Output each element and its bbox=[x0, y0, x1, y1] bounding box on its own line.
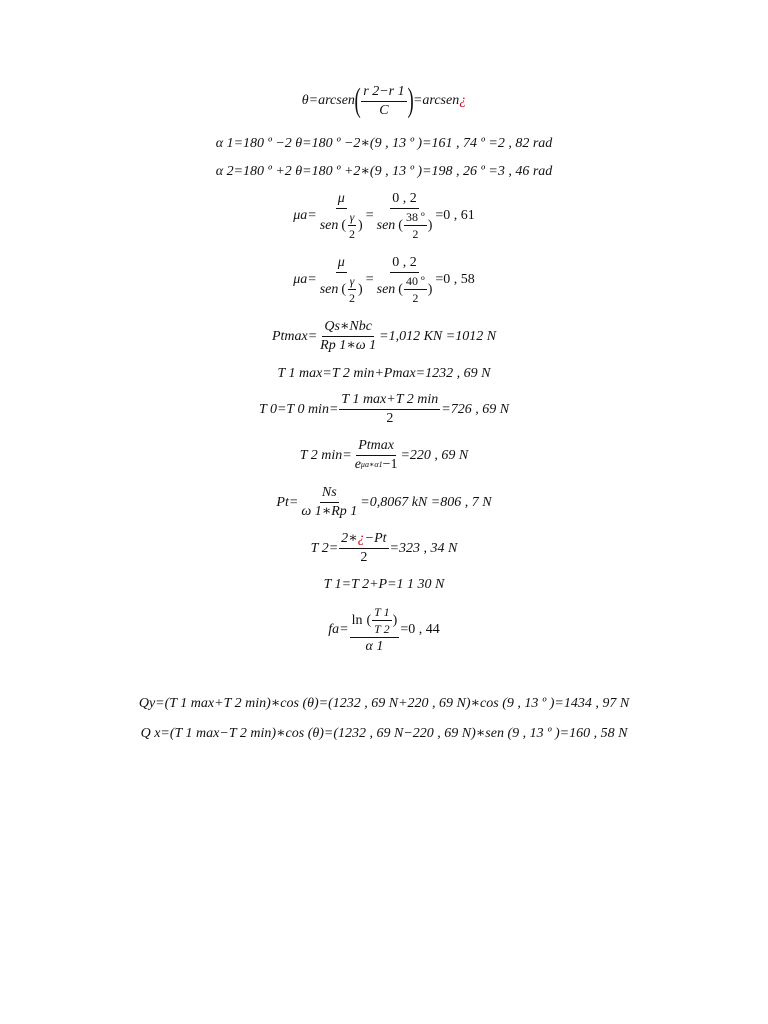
equation-alpha2 bbox=[0, 165, 768, 179]
fa-numerator bbox=[350, 606, 400, 638]
t0-numerator: T 1 max+T 2 min bbox=[339, 393, 440, 410]
alpha2-text: α 2=180 º +2 θ=180 º +2∗(9 , 13 º )=198 , 26 º =3 , 46 rad bbox=[215, 164, 553, 179]
minus-one: −1 bbox=[382, 457, 398, 472]
pt-fraction bbox=[299, 486, 359, 519]
equation-ptmax bbox=[0, 320, 768, 353]
t2-num-a: 2∗ bbox=[341, 531, 358, 546]
gamma-symbol: γ bbox=[349, 274, 355, 288]
ptmax-lhs: Ptmax= bbox=[271, 328, 318, 344]
angle-half bbox=[404, 275, 427, 304]
mua2-fraction-1 bbox=[318, 256, 365, 304]
equation-mua-38 bbox=[0, 192, 768, 240]
ptmax-fraction bbox=[318, 320, 378, 353]
mua2-numerator: μ bbox=[336, 256, 347, 273]
t0-fraction bbox=[339, 393, 440, 426]
t2-denominator: 2 bbox=[360, 550, 368, 565]
mua1-den2 bbox=[375, 209, 435, 240]
t1max-text: T 1 max=T 2 min+Pmax=1232 , 69 N bbox=[277, 366, 491, 381]
t2min-result: =220 , 69 N bbox=[400, 447, 469, 463]
paren-close: ) bbox=[427, 217, 433, 233]
mua1-fraction-1 bbox=[318, 192, 365, 240]
ptmax-denominator: Rp 1∗ω 1 bbox=[320, 338, 377, 353]
paren-close: ) bbox=[358, 217, 363, 233]
t1-over-t2 bbox=[372, 606, 391, 635]
ptmax-numerator: Qs∗Nbc bbox=[322, 320, 374, 337]
mua2-result: =0 , 58 bbox=[435, 272, 475, 287]
left-paren: ( bbox=[354, 82, 361, 119]
mua2-lhs: μa= bbox=[293, 272, 317, 287]
t2-error-glyph: ¿ bbox=[357, 531, 365, 546]
sen-label: sen bbox=[319, 217, 339, 233]
pt-denominator: ω 1∗Rp 1 bbox=[301, 504, 358, 519]
mua1-denominator bbox=[318, 209, 365, 240]
t1-text: T 1=T 2+P=1 1 30 N bbox=[323, 577, 445, 592]
t0-result: =726 , 69 N bbox=[441, 401, 510, 417]
equals-sign: = bbox=[365, 272, 374, 287]
two-label: 2 bbox=[349, 291, 356, 305]
t2-fraction bbox=[339, 532, 388, 565]
two-label: 2 bbox=[412, 291, 419, 305]
t2min-numerator: Ptmax bbox=[356, 439, 396, 456]
paren-close: ) bbox=[427, 281, 433, 297]
t2-result: =323 , 34 N bbox=[389, 540, 458, 556]
angle-value: 40 º bbox=[405, 274, 425, 288]
gamma-half bbox=[347, 275, 357, 304]
equation-t1max bbox=[0, 367, 768, 381]
equals-sign: = bbox=[365, 208, 374, 223]
ptmax-result: =1,012 KN =1012 N bbox=[379, 328, 497, 344]
qy-text: Qy=(T 1 max+T 2 min)∗cos (θ)=(1232 , 69 N+220 , 69 N)∗cos (9 , 13 º )=1434 , 97 N bbox=[138, 696, 630, 711]
sen-label: sen bbox=[376, 281, 396, 297]
equation-fa bbox=[0, 606, 768, 654]
sen-label: sen bbox=[319, 281, 339, 297]
theta-mid: =arcsen bbox=[412, 93, 460, 108]
t2min-fraction bbox=[353, 439, 400, 472]
angle-half bbox=[404, 211, 427, 240]
equation-t0 bbox=[0, 393, 768, 426]
paren-open: ( bbox=[341, 217, 347, 233]
e-base: e bbox=[354, 457, 361, 472]
pt-numerator: Ns bbox=[320, 486, 339, 503]
mua1-numerator: μ bbox=[336, 192, 347, 209]
equation-qx bbox=[0, 727, 768, 741]
mua1-num2: 0 , 2 bbox=[390, 192, 419, 209]
mua2-den2 bbox=[375, 273, 435, 304]
theta-fraction bbox=[361, 85, 406, 118]
equation-t2 bbox=[0, 532, 768, 565]
two-label: 2 bbox=[349, 227, 356, 241]
equation-pt bbox=[0, 486, 768, 519]
angle-value: 38 º bbox=[405, 210, 425, 224]
ln-label: ln bbox=[351, 612, 363, 628]
t2min-lhs: T 2 min= bbox=[299, 447, 352, 463]
gamma-symbol: γ bbox=[349, 210, 355, 224]
fa-denominator: α 1 bbox=[365, 639, 384, 654]
fa-lhs: fa= bbox=[328, 622, 349, 637]
mua1-lhs: μa= bbox=[293, 208, 317, 223]
t0-denominator: 2 bbox=[386, 411, 394, 426]
equation-alpha1 bbox=[0, 137, 768, 151]
fa-fraction bbox=[350, 606, 400, 654]
theta-error-glyph: ¿ bbox=[459, 93, 467, 108]
paren-close: ) bbox=[392, 612, 398, 628]
paren-open: ( bbox=[398, 217, 403, 233]
paren-close: ) bbox=[358, 281, 363, 297]
pt-result: =0,8067 kN =806 , 7 N bbox=[360, 494, 492, 510]
t2-lhs: T 2= bbox=[310, 540, 339, 556]
inner-denominator: T 2 bbox=[374, 622, 390, 636]
paren-open: ( bbox=[341, 281, 347, 297]
t2-num-b: −Pt bbox=[364, 531, 387, 546]
equation-t2min bbox=[0, 439, 768, 472]
equation-qy bbox=[0, 697, 768, 711]
equation-t1 bbox=[0, 578, 768, 592]
two-label: 2 bbox=[412, 227, 419, 241]
equation-theta bbox=[0, 84, 768, 118]
paren-open: ( bbox=[398, 281, 403, 297]
theta-numerator: r 2−r 1 bbox=[361, 85, 406, 102]
equation-mua-40 bbox=[0, 256, 768, 304]
mua2-num2: 0 , 2 bbox=[390, 256, 419, 273]
paren-open: ( bbox=[366, 612, 372, 628]
e-exponent: μa∗α1 bbox=[360, 460, 383, 469]
mua2-fraction-2 bbox=[375, 256, 435, 304]
pt-lhs: Pt= bbox=[276, 494, 299, 510]
fa-result: =0 , 44 bbox=[400, 622, 440, 637]
t2-numerator bbox=[339, 532, 388, 549]
mua1-result: =0 , 61 bbox=[435, 208, 475, 223]
theta-denominator: C bbox=[379, 102, 389, 118]
inner-numerator: T 1 bbox=[374, 605, 390, 619]
mua2-denominator bbox=[318, 273, 365, 304]
qx-text: Q x=(T 1 max−T 2 min)∗cos (θ)=(1232 , 69 N−220 , 69 N)∗sen (9 , 13 º )=160 , 58 N bbox=[140, 726, 628, 741]
sen-label: sen bbox=[376, 217, 396, 233]
t2min-denominator bbox=[353, 456, 400, 472]
gamma-half bbox=[347, 211, 357, 240]
t0-lhs: T 0=T 0 min= bbox=[258, 401, 339, 417]
mua1-fraction-2 bbox=[375, 192, 435, 240]
theta-lhs: θ=arcsen bbox=[301, 93, 355, 108]
alpha1-text: α 1=180 º −2 θ=180 º −2∗(9 , 13 º )=161 , 74 º =2 , 82 rad bbox=[215, 136, 553, 151]
right-paren: ) bbox=[407, 82, 414, 119]
